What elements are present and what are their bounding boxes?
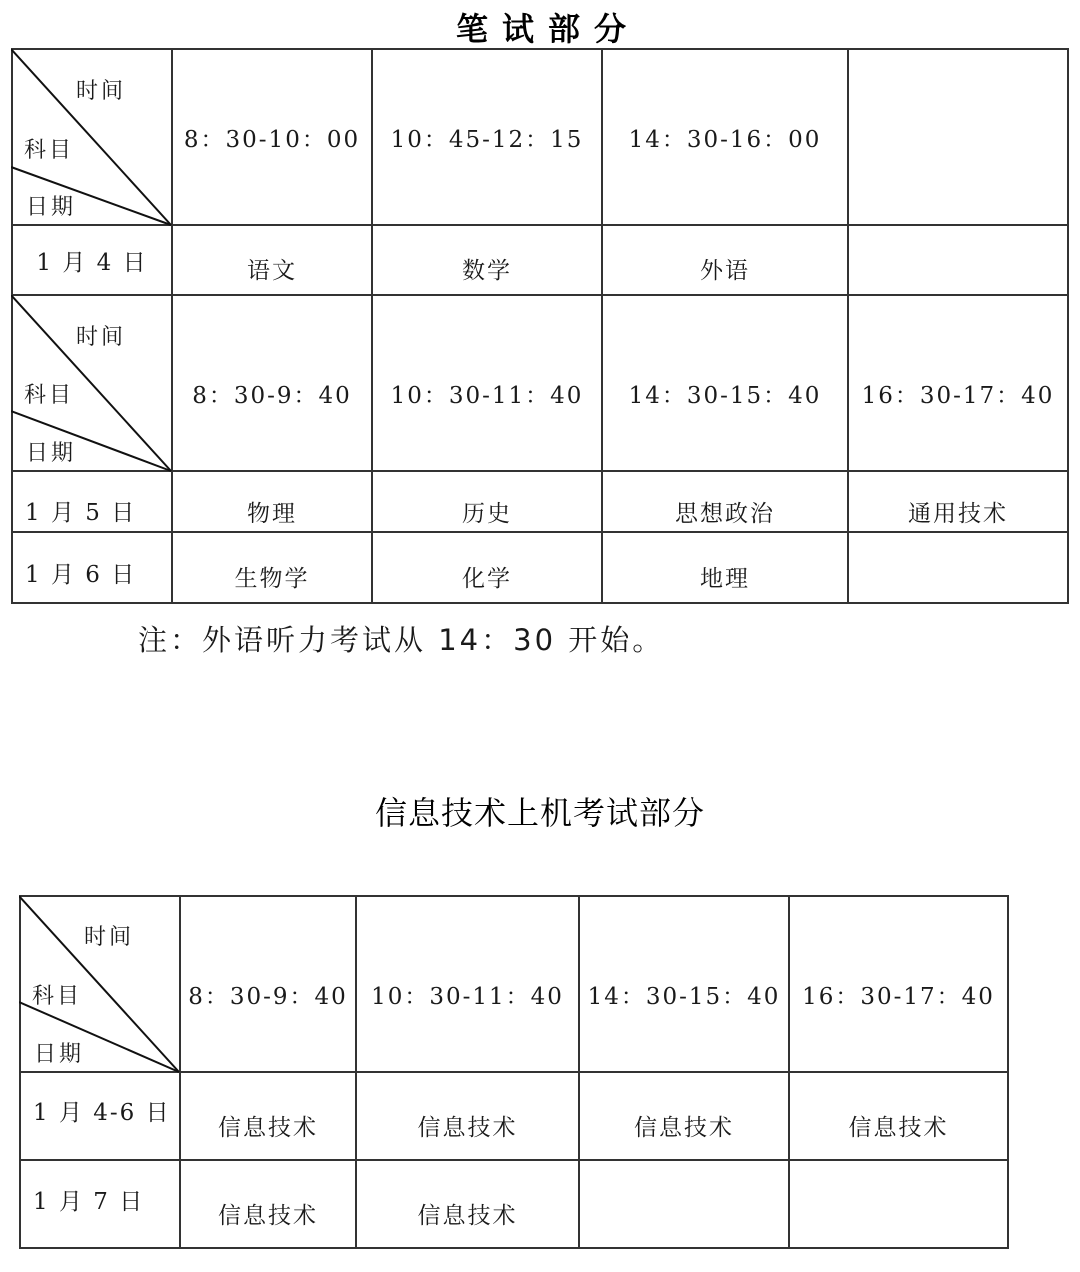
- time-slot: 10：45-12：15: [390, 126, 584, 153]
- subject-cell: 语文: [247, 257, 297, 284]
- subject-cell: 通用技术: [908, 500, 1008, 527]
- subject-cell: 数学: [462, 257, 512, 284]
- time-slot: 14：30-16：00: [628, 126, 822, 153]
- subject-cell: [580, 1161, 788, 1247]
- subject-cell: [849, 533, 1067, 619]
- subject-cell: 信息技术: [417, 1202, 518, 1229]
- time-slot: 8：30-10：00: [183, 126, 361, 153]
- subject-cell: 物理: [247, 500, 297, 527]
- subject-cell: 信息技术: [218, 1202, 318, 1229]
- subject-cell: 化学: [462, 565, 512, 592]
- time-slot: 8：30-9：40: [192, 382, 352, 409]
- header-label-time: 时间: [76, 325, 127, 350]
- time-slot: 16：30-17：40: [861, 382, 1055, 409]
- date-cell: 1 月 4 日: [36, 249, 148, 276]
- time-slot: 10：30-11：40: [371, 983, 564, 1010]
- header-label-time: 时间: [84, 925, 135, 950]
- header-label-date: 日期: [26, 441, 77, 466]
- time-slot: 8：30-9：40: [188, 983, 348, 1010]
- subject-cell: 信息技术: [848, 1114, 949, 1141]
- header-label-subject: 科目: [24, 138, 75, 163]
- header-label-subject: 科目: [24, 383, 75, 408]
- header-label-date: 日期: [34, 1042, 85, 1067]
- subject-cell: 信息技术: [417, 1114, 518, 1141]
- header-label-time: 时间: [76, 79, 127, 104]
- date-cell: 1 月 6 日: [25, 561, 137, 588]
- subject-cell: 思想政治: [675, 500, 775, 527]
- subject-cell: 信息技术: [218, 1114, 318, 1141]
- time-slot: [849, 50, 1067, 224]
- table-border: [1067, 48, 1069, 604]
- computer-exam-title: 信息技术上机考试部分: [374, 794, 705, 832]
- header-label-subject: 科目: [32, 984, 83, 1009]
- date-cell: 1 月 4-6 日: [33, 1099, 171, 1126]
- subject-cell: 信息技术: [634, 1114, 734, 1141]
- listening-exam-note: 注：外语听力考试从 14：30 开始。: [138, 623, 665, 657]
- subject-cell: [790, 1161, 1007, 1247]
- subject-cell: 历史: [462, 500, 512, 527]
- subject-cell: 生物学: [234, 565, 310, 592]
- date-cell: 1 月 7 日: [33, 1188, 145, 1215]
- time-slot: 14：30-15：40: [628, 382, 822, 409]
- table-border: [1007, 895, 1009, 1249]
- time-slot: 14：30-15：40: [587, 983, 781, 1010]
- written-exam-title: 笔试部分: [455, 10, 640, 48]
- time-slot: 10：30-11：40: [390, 382, 584, 409]
- subject-cell: 地理: [700, 565, 750, 592]
- time-slot: 16：30-17：40: [802, 983, 995, 1010]
- header-label-date: 日期: [26, 195, 77, 220]
- subject-cell: [849, 226, 1067, 294]
- date-cell: 1 月 5 日: [25, 499, 137, 526]
- subject-cell: 外语: [700, 257, 750, 284]
